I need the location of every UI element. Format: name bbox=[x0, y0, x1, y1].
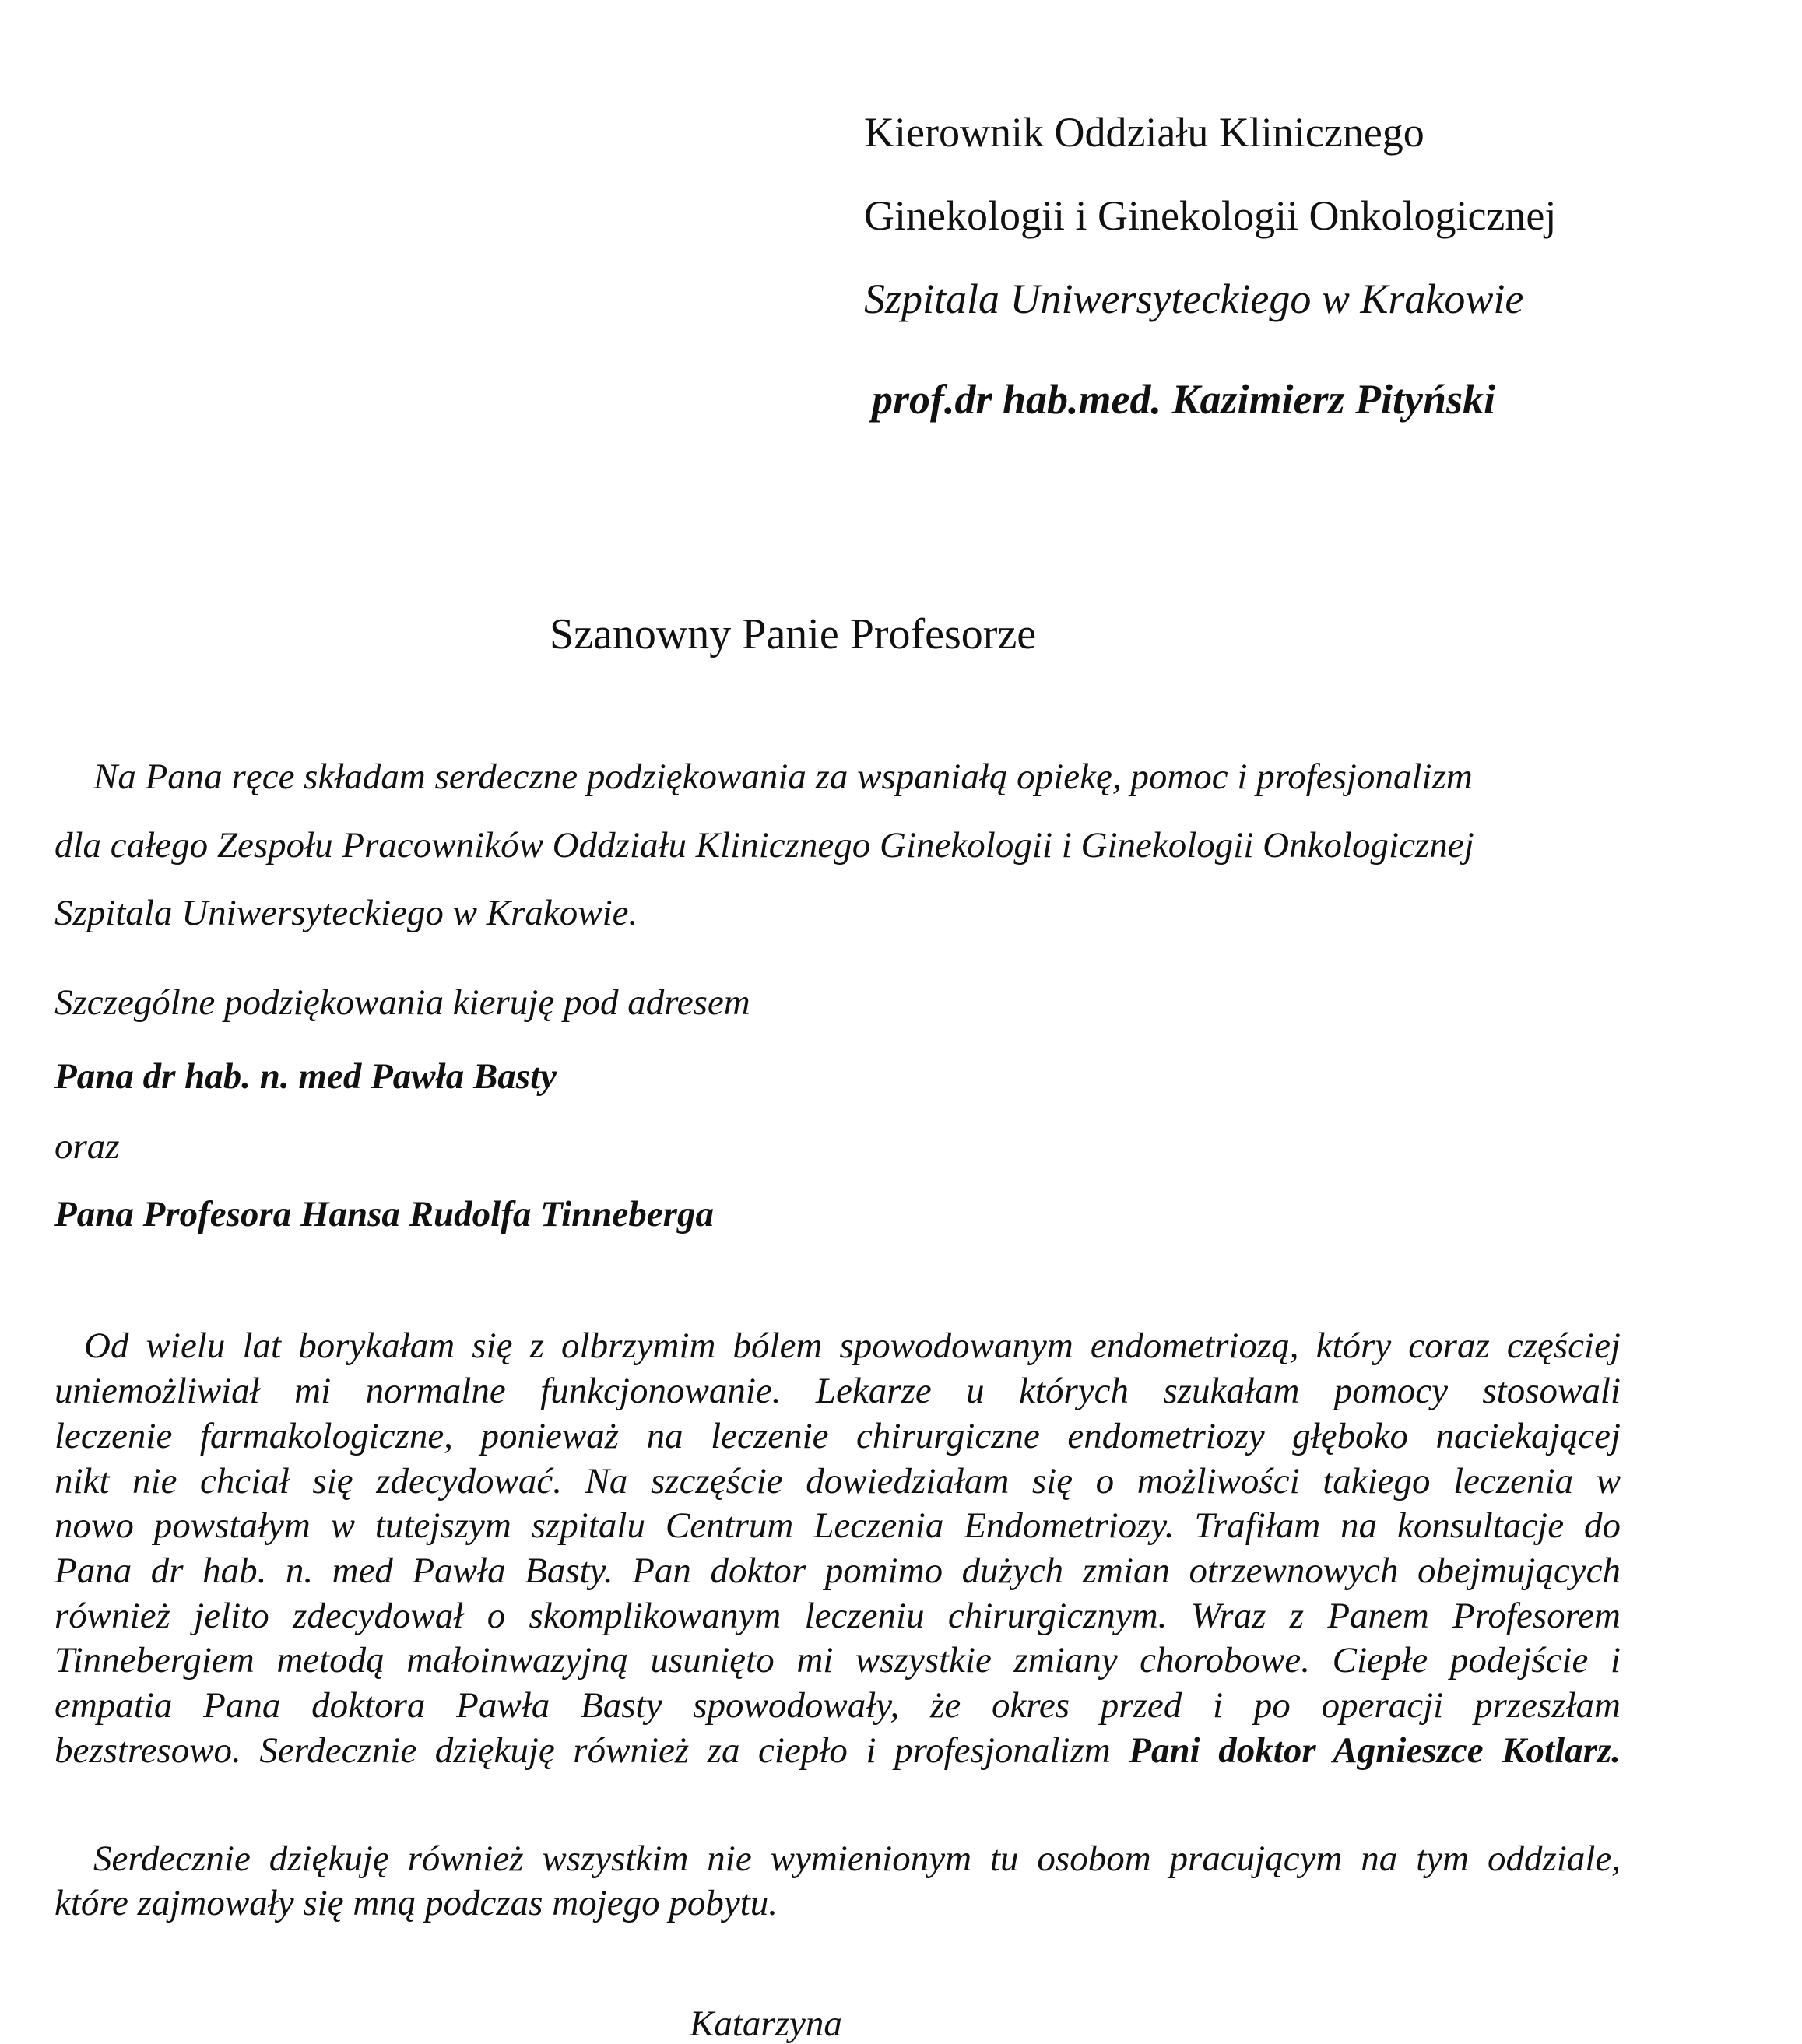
narrative-line: uniemożliwiał mi normalne funkcjonowanie. Lekarze u których szukałam pomocy stosowali bbox=[54, 1371, 1621, 1411]
narrative-line: nikt nie chciał się zdecydować. Na szczęście dowiedziałam się o możliwości takiego leczenia w bbox=[54, 1461, 1621, 1501]
paragraph-line: Na Pana ręce składam serdeczne podziękowania za wspaniałą opiekę, pomoc i profesjonalizm bbox=[93, 757, 1473, 797]
closing-line: które zajmowały się mną podczas mojego pobytu. bbox=[54, 1883, 778, 1923]
recipient-name: prof.dr hab.med. Kazimierz Pityński bbox=[872, 376, 1496, 423]
narrative-doctor-name: Pani doktor Agnieszce Kotlarz. bbox=[1129, 1730, 1621, 1771]
narrative-line: również jelito zdecydował o skomplikowanym leczeniu chirurgicznym. Wraz z Panem Profesorem bbox=[54, 1596, 1621, 1636]
special-thanks-intro: Szczególne podziękowania kieruję pod adresem bbox=[54, 982, 750, 1023]
narrative-last-line bbox=[54, 1730, 1621, 1771]
narrative-line: Tinnebergiem metodą małoinwazyjną usunięto mi wszystkie zmiany chorobowe. Ciepłe podejście i bbox=[54, 1640, 1621, 1681]
salutation: Szanowny Panie Profesorze bbox=[550, 610, 1037, 659]
narrative-line: empatia Pana doktora Pawła Basty spowodowały, że okres przed i po operacji przeszłam bbox=[54, 1685, 1621, 1726]
special-thanks-name: Pana dr hab. n. med Pawła Basty bbox=[54, 1056, 557, 1097]
narrative-line: Od wielu lat borykałam się z olbrzymim bólem spowodowanym endometriozą, który coraz częściej bbox=[84, 1326, 1621, 1366]
recipient-hospital-line: Szpitala Uniwersyteckiego w Krakowie bbox=[864, 276, 1524, 322]
paragraph-line: Szpitala Uniwersyteckiego w Krakowie. bbox=[54, 893, 638, 933]
closing-line: Serdecznie dziękuję również wszystkim nie wymienionym tu osobom pracującym na tym oddziale, bbox=[93, 1839, 1621, 1879]
recipient-department-line: Ginekologii i Ginekologii Onkologicznej bbox=[864, 192, 1557, 239]
signature-name: Katarzyna bbox=[690, 2004, 842, 2044]
narrative-line: Pana dr hab. n. med Pawła Basty. Pan doktor pomimo dużych zmian otrzewnowych obejmujących bbox=[54, 1551, 1621, 1591]
narrative-line: leczenie farmakologiczne, ponieważ na leczenie chirurgiczne endometriozy głęboko naciekającej bbox=[54, 1416, 1621, 1456]
paragraph-line: dla całego Zespołu Pracowników Oddziału Klinicznego Ginekologii i Ginekologii Onkologicznej bbox=[54, 825, 1474, 866]
special-thanks-conjunction: oraz bbox=[54, 1126, 120, 1167]
recipient-title-line: Kierownik Oddziału Klinicznego bbox=[864, 109, 1424, 156]
narrative-last-line-text: bezstresowo. Serdecznie dziękuję również za ciepło i profesjonalizm bbox=[54, 1730, 1129, 1771]
special-thanks-name: Pana Profesora Hansa Rudolfa Tinneberga bbox=[54, 1194, 714, 1234]
narrative-line: nowo powstałym w tutejszym szpitalu Centrum Leczenia Endometriozy. Trafiłam na konsultacje do bbox=[54, 1505, 1621, 1546]
